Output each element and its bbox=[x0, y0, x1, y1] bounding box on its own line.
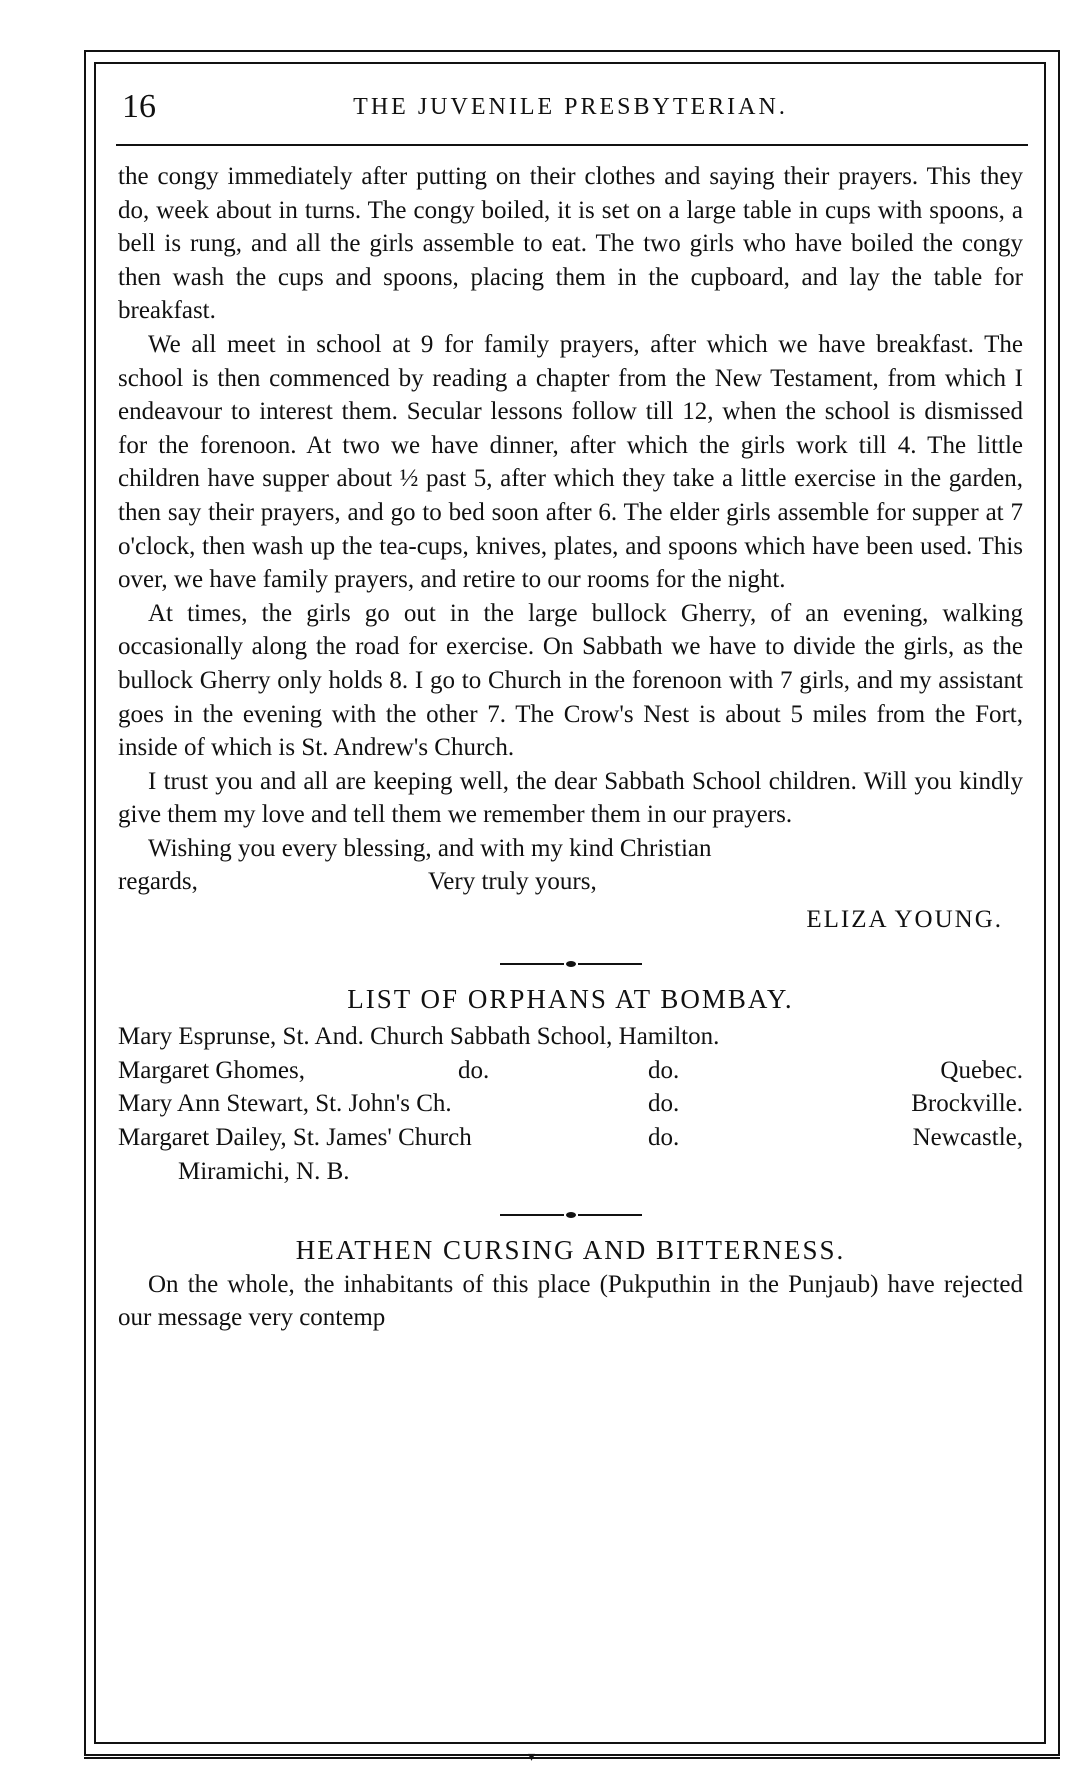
article bbox=[118, 1234, 1023, 1335]
letter bbox=[118, 160, 1023, 937]
running-title: THE JUVENILE PRESBYTERIAN. bbox=[353, 94, 788, 120]
closing-valediction: Very truly yours, bbox=[428, 868, 597, 896]
letter-paragraph: We all meet in school at 9 for family prayers, after which we have breakfast. The school is then commenced by reading a chapter from the New Testament, from which I endeavour to interest them. Secular lessons follow till 12, when the school is dismissed for the forenoon. At two we have dinner, after which the girls work till 4. The little children have supper about ½ past 5, after which they take a little exercise in the garden, then say their prayers, and go to bed soon after 6. The elder girls assemble for supper at 7 o'clock, then wash up the tea-cups, knives, plates, and spoons which have been used. This over, we have family prayers, and retire to our rooms for the night. bbox=[118, 330, 1023, 594]
orphan-place: Quebec. bbox=[940, 1056, 1023, 1084]
header-rule bbox=[116, 144, 1028, 146]
orphan-row bbox=[118, 1020, 1023, 1054]
orphan-continuation: Miramichi, N. B. bbox=[178, 1157, 350, 1185]
section-divider bbox=[118, 1198, 1023, 1232]
orphan-school: do. bbox=[648, 1056, 680, 1084]
article-paragraph: On the whole, the inhabitants of this place (Pukputhin in the Punjaub) have rejected our message very contemp bbox=[118, 1270, 1023, 1332]
orphan-church: do. bbox=[458, 1056, 490, 1084]
page-number: 16 bbox=[122, 88, 156, 125]
bottom-rule bbox=[84, 1757, 1060, 1759]
closing-regards: regards, bbox=[118, 868, 198, 896]
letter-paragraph: I trust you and all are keeping well, the dear Sabbath School children. Will you kindly give them my love and tell them we remember them in our prayers. bbox=[118, 767, 1023, 829]
orphan-name: Margaret Ghomes, bbox=[118, 1056, 305, 1084]
orphan-school: do. bbox=[648, 1090, 680, 1118]
orphan-place: Newcastle, bbox=[912, 1124, 1023, 1152]
orphan-list bbox=[118, 983, 1023, 1189]
bottom-ornament: ▾ bbox=[528, 1749, 536, 1765]
page-content bbox=[118, 160, 1023, 1335]
orphan-row bbox=[118, 1087, 1023, 1121]
letter-paragraph: the congy immediately after putting on their clothes and saying their prayers. This they do, week about in turns. The congy boiled, it is set on a large table in cups with spoons, a bell is rung, and all the girls assemble to eat. The two girls who have boiled the congy then wash the cups and spoons, placing them in the cupboard, and lay the table for breakfast. bbox=[118, 163, 1023, 325]
orphan-row bbox=[118, 1121, 1023, 1155]
orphan-name: Margaret Dailey, St. James' Church bbox=[118, 1124, 472, 1152]
letter-closing bbox=[118, 865, 1023, 899]
orphan-school: do. bbox=[648, 1124, 680, 1152]
article-title: HEATHEN CURSING AND BITTERNESS. bbox=[295, 1235, 846, 1266]
orphan-place: Brockville. bbox=[911, 1090, 1023, 1118]
orphan-entry: Mary Esprunse, St. And. Church Sabbath School, Hamilton. bbox=[118, 1023, 720, 1051]
orphan-row bbox=[118, 1054, 1023, 1088]
orphan-name: Mary Ann Stewart, St. John's Ch. bbox=[118, 1090, 452, 1118]
page-header bbox=[118, 80, 1023, 144]
section-divider bbox=[118, 947, 1023, 981]
orphan-list-title: LIST OF ORPHANS AT BOMBAY. bbox=[347, 983, 794, 1014]
letter-paragraph: At times, the girls go out in the large bullock Gherry, of an evening, walking occasionally along the road for exercise. On Sabbath we have to divide the girls, as the bullock Gherry only holds 8. I go to Church in the forenoon with 7 girls, and my assistant goes in the evening with the other 7. The Crow's Nest is about 5 miles from the Fort, inside of which is St. Andrew's Church. bbox=[118, 599, 1023, 762]
letter-paragraph: Wishing you every blessing, and with my kind Christian bbox=[148, 834, 712, 862]
signature: ELIZA YOUNG. bbox=[806, 906, 1003, 934]
